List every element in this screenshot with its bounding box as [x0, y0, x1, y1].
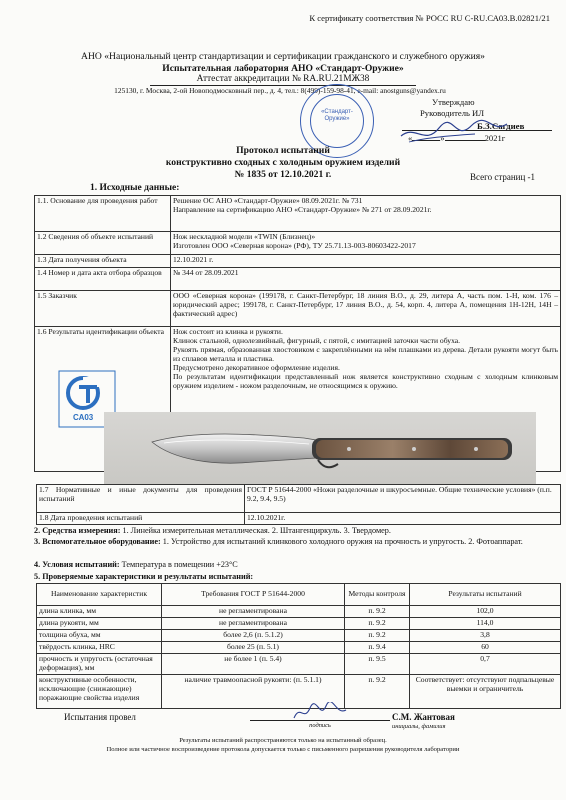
approve-word: Утверждаю: [432, 97, 475, 107]
column-header: Методы контроля: [345, 584, 410, 606]
accreditation: Аттестат аккредитации № RA.RU.21МЖ38: [150, 74, 416, 86]
table-cell-label: 1.7 Нормативные и иные документы для проведения испытаний: [37, 485, 245, 513]
table-cell: 3,8: [410, 629, 561, 641]
lab-stamp-icon: «Стандарт- Оружие»: [300, 84, 374, 158]
table-cell-value: ООО «Северная корона» (199178, г. Санкт-Петербург, 18 линия В.О., д. 29, литера А, часть пом. 1-Н, ком. 176 – юридический адрес; 199178, г. Санкт-Петербург, 17 линия В.О., д. 54, корп. 4, литера А, помещения 1Н-12Н, 14Н – фактический адрес): [171, 291, 561, 327]
tester-name: С.М. Жантовая: [392, 712, 455, 722]
table-row: [35, 268, 561, 291]
logo-label: СА03: [73, 412, 94, 422]
certificate-reference: К сертификату соответствия № РОСС RU С-RU.СА03.В.02821/21: [309, 13, 550, 23]
table-cell-label: 1.4 Номер и дата акта отбора образцов: [35, 268, 171, 291]
lab-address: 125130, г. Москва, 2-ой Новоподмосковный пер., д. 4, тел.: 8(499)-159-98-41, e-mail: anostguns@yandex.ru: [114, 86, 446, 95]
measuring-tools: 2. Средства измерения: 1. Линейка измерительная металлическая. 2. Штангенциркуль. 3. Твердомер.: [34, 526, 391, 535]
table-row: [37, 653, 561, 674]
ident-paragraph: Рукоять прямая, образованная хвостовиком с закреплёнными на нём плашками из дерева. Детали рукояти могут быть из сплавов металла и пластика.: [173, 344, 558, 363]
table-cell: п. 9.2: [345, 629, 410, 641]
table-cell-value: 12.10.2021г.: [245, 513, 561, 525]
table-cell: толщина обуха, мм: [37, 629, 162, 641]
table-cell-value: № 344 от 28.09.2021: [171, 268, 561, 291]
name-caption: инициалы, фамилия: [392, 723, 446, 730]
approve-date: « » 2021г: [408, 133, 506, 143]
page-count: Всего страниц -1: [470, 172, 536, 182]
tester-signature-icon: [290, 702, 350, 724]
test-conditions: 4. Условия испытаний: Температура в помещении +23°С: [34, 560, 238, 569]
table-row: [37, 641, 561, 653]
table-cell: наличие травмоопасной рукояти: (п. 5.1.1): [162, 674, 345, 708]
section-initial-data-title: 1. Исходные данные:: [90, 183, 180, 193]
column-header: Наименование характеристик: [37, 584, 162, 606]
table-cell: 102,0: [410, 606, 561, 618]
table-cell: длина клинка, мм: [37, 606, 162, 618]
table-row: [37, 617, 561, 629]
results-ident-label: 1.6 Результаты идентификации объекта: [37, 327, 165, 336]
norm-docs-table: [36, 484, 561, 525]
ident-paragraph: Клинок стальной, однолезвийный, фигурный, с пятой, с имитацией заточки части обуха.: [173, 335, 461, 345]
table-cell: длина рукояти, мм: [37, 617, 162, 629]
table-cell-label: 1.1. Основание для проведения работ: [35, 196, 171, 232]
table-cell: п. 9.2: [345, 674, 410, 708]
table-cell: п. 9.4: [345, 641, 410, 653]
table-cell: более 25 (п. 5.1): [162, 641, 345, 653]
ident-paragraph: Нож состоит из клинка и рукояти.: [173, 327, 283, 336]
table-cell: 60: [410, 641, 561, 653]
table-cell: не регламентирована: [162, 606, 345, 618]
table-cell-label: 1.8 Дата проведения испытаний: [37, 513, 245, 525]
footer-note-2: Полное или частичное воспроизведение протокола допускается только с письменного разрешения руководителя лаборатории: [106, 746, 460, 753]
ident-paragraph: Предусмотрено декоративное оформление изделия.: [173, 362, 340, 372]
table-cell: прочность и упругость (остаточная деформация), мм: [37, 653, 162, 674]
table-cell: п. 9.2: [345, 617, 410, 629]
protocol-title: Протокол испытаний: [236, 145, 330, 156]
table-cell-label: 1.5 Заказчик: [35, 291, 171, 327]
approve-role: Руководитель ИЛ: [420, 108, 485, 118]
protocol-number: № 1835 от 12.10.2021 г.: [234, 169, 332, 180]
table-row: [35, 232, 561, 255]
knife-photo: [104, 412, 536, 484]
table-cell-label: 1.3 Дата получения объекта: [35, 255, 171, 268]
table-cell: 0,7: [410, 653, 561, 674]
table-row: [37, 629, 561, 641]
table-row: [35, 196, 561, 232]
protocol-subtitle: конструктивно сходных с холодным оружием изделий: [165, 157, 401, 168]
table-cell-value: Нож нескладной модели «TWIN (Близнец)» Изготовлен ООО «Северная корона» (РФ), ТУ 25.71.13-003-80603422-2017: [171, 232, 561, 255]
table-row: [35, 291, 561, 327]
table-cell: не регламентирована: [162, 617, 345, 629]
knife-icon: [104, 412, 536, 484]
laboratory-name: Испытательная лаборатория АНО «Стандарт-Оружие»: [162, 63, 404, 74]
table-row: [37, 485, 561, 513]
column-header: Требования ГОСТ Р 51644-2000: [162, 584, 345, 606]
table-cell-value: ГОСТ Р 51644-2000 «Ножи разделочные и шкуросъемные. Общие технические условия» (п.п. 9.2, 9.4, 9.5): [245, 485, 561, 513]
table-row: [37, 606, 561, 618]
table-cell: более 2,6 (п. 5.1.2): [162, 629, 345, 641]
ident-paragraph: По результатам идентификации представленный нож является конструктивно сходным с холодным клинковым оружием изделием - ножом разделочным, не относящимся к оружию.: [173, 371, 558, 390]
table-cell-label: 1.2 Сведения об объекте испытаний: [35, 232, 171, 255]
table-cell: не более 1 (п. 5.4): [162, 653, 345, 674]
table-cell: конструктивные особенности, исключающие (снижающие) поражающие свойства изделия: [37, 674, 162, 708]
approve-name: Б.З.Сагдиев: [477, 121, 525, 131]
auxiliary-equipment: 3. Вспомогательное оборудование: 1. Устройство для испытаний клинкового холодного оружия на прочность и упругость. 2. Фотоаппарат.: [34, 537, 523, 546]
conducted-by-label: Испытания провел: [64, 712, 136, 722]
table-row: [35, 255, 561, 268]
column-header: Результаты испытаний: [410, 584, 561, 606]
results-heading: 5. Проверяемые характеристики и результаты испытаний:: [34, 572, 254, 581]
table-cell-value: Решение ОС АНО «Стандарт-Оружие» 08.09.2021г. № 731 Направление на сертификацию АНО «Стандарт-Оружие» № 271 от 28.09.2021г.: [171, 196, 561, 232]
table-cell: твёрдость клинка, HRC: [37, 641, 162, 653]
footer-note-1: Результаты испытаний распространяются только на испытанный образец.: [179, 737, 387, 744]
signature-caption: подпись: [309, 722, 331, 729]
organization-name: АНО «Национальный центр стандартизации и сертификации гражданского и служебного оружия»: [81, 51, 485, 62]
table-cell-value: 12.10.2021 г.: [171, 255, 561, 268]
results-table: [36, 583, 561, 709]
table-header-row: [37, 584, 561, 606]
table-row: [37, 513, 561, 525]
table-cell: Соответствует: отсутствуют подпальцевые выемки и ограничитель: [410, 674, 561, 708]
table-cell: п. 9.2: [345, 606, 410, 618]
table-cell: 114,0: [410, 617, 561, 629]
table-cell: п. 9.5: [345, 653, 410, 674]
